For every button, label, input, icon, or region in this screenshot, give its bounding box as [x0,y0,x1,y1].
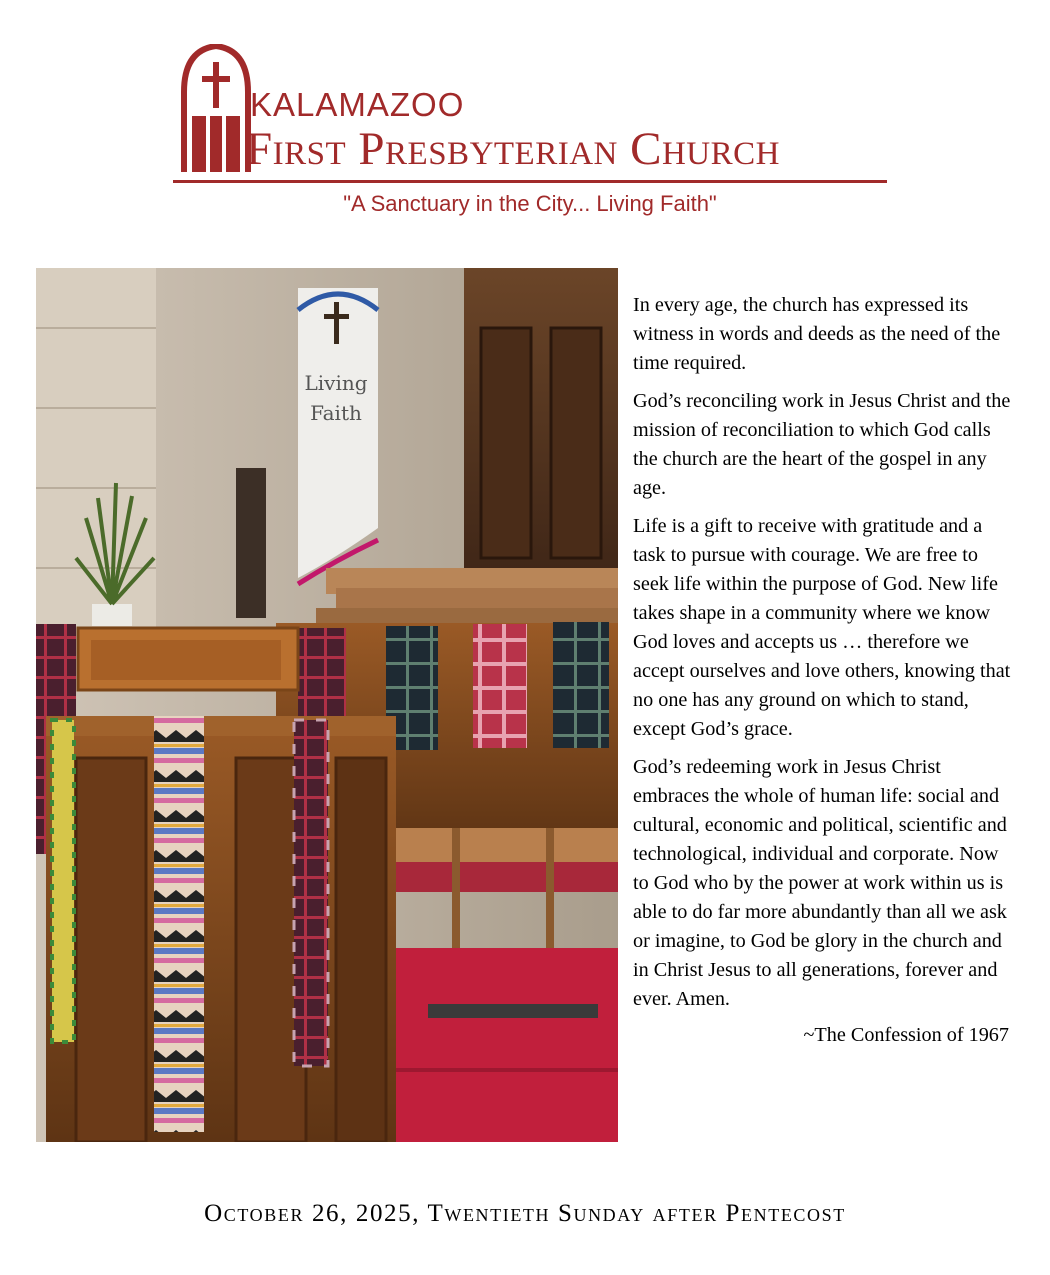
confession-paragraph-3: Life is a gift to receive with gratitude and a task to pursue with courage. We are free to seek life within the purpose of God. New life takes shape in a community where we know God loves and accepts us … therefore we accept ourselves and love others, knowing that no one has any ground on which to stand, except God’s grace. [633,515,1011,740]
confession-text [633,291,1017,1050]
confession-paragraph-1: In every age, the church has expressed its witness in words and deeds as the need of the time required. [633,294,1001,374]
sanctuary-photo [36,268,618,1142]
confession-attribution: ~The Confession of 1967 [803,1024,1009,1046]
confession-paragraph-2: God’s reconciling work in Jesus Christ and the mission of reconciliation to which God calls the church are the heart of the gospel in any age. [633,390,1011,499]
logo-divider [173,180,887,183]
banner-faith-text: Faith [310,401,362,425]
confession-paragraph-4: God’s redeeming work in Jesus Christ embraces the whole of human life: social and cultural, economic and political, scientific and technological, individual and corporate. Now to God who by the power at work within us is able to do far more abundantly than all we ask or imagine, to God be glory in the church and in Christ Jesus to all generations, forever and ever. Amen. [633,756,1007,1010]
service-date: October 26, 2025, Twentieth Sunday after Pentecost [204,1200,846,1227]
logo-church-name: First Presbyterian Church [246,123,780,175]
logo-tagline: "A Sanctuary in the City... Living Faith" [343,191,717,216]
logo-city-name: KALAMAZOO [250,86,465,123]
church-logo [170,44,890,219]
banner-living-text: Living [304,371,368,395]
church-window-cross-icon [180,44,252,174]
